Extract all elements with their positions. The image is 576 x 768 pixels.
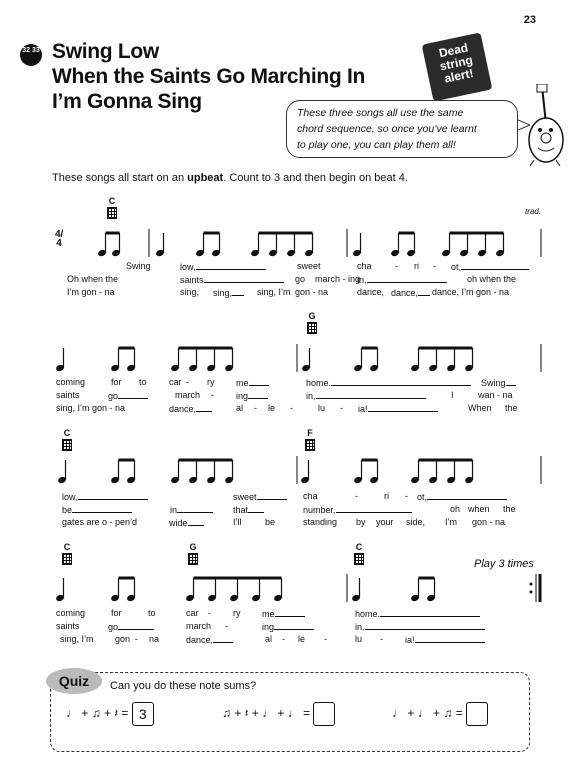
chord-name: C bbox=[108, 196, 116, 206]
lyric-word bbox=[213, 287, 244, 298]
lyric-word: go bbox=[108, 622, 119, 632]
crotchet-icon: ♩ bbox=[417, 706, 430, 721]
lyric-word bbox=[306, 377, 471, 388]
lyric-word: ri bbox=[414, 261, 419, 271]
lyric-word: - bbox=[290, 403, 293, 413]
chord-name: G bbox=[308, 311, 316, 321]
chord-diagram bbox=[186, 542, 200, 565]
lyric-word: march bbox=[175, 390, 201, 400]
lyric-word: side, bbox=[406, 517, 426, 527]
lyric-word: I’ll bbox=[233, 517, 242, 527]
chord-diagram bbox=[303, 428, 317, 451]
chord-grid-icon bbox=[62, 553, 72, 565]
lyric-word: ri bbox=[384, 491, 389, 501]
repeat-dot bbox=[530, 583, 533, 586]
lyric-word: to bbox=[148, 608, 156, 618]
lyric-word: sing, I’m bbox=[257, 287, 291, 297]
quavers-icon: ♫ bbox=[222, 706, 231, 721]
chord-name: C bbox=[355, 542, 363, 552]
lyric-word: gon - na bbox=[472, 517, 506, 527]
lyric-word: gon - na bbox=[295, 287, 329, 297]
lyric-word: the bbox=[503, 504, 516, 514]
lyric-word: When bbox=[468, 403, 492, 413]
song-title-1: Swing Low bbox=[52, 40, 159, 63]
lyric-word: in bbox=[170, 505, 178, 515]
note-sum-1: ♩ + ♫ + 𝄽 = 3 bbox=[66, 702, 154, 726]
lyric-word: ot, bbox=[451, 262, 462, 272]
credit: trad. bbox=[525, 207, 542, 216]
lyric-word: - bbox=[225, 621, 228, 631]
lyric-word: I’m gon - na bbox=[67, 287, 115, 297]
time-signature bbox=[55, 230, 63, 248]
lyric-word bbox=[262, 608, 305, 619]
lyric-word bbox=[233, 504, 264, 515]
sum-1-answer[interactable]: 3 bbox=[132, 702, 154, 726]
lyric-word: gon bbox=[115, 634, 131, 644]
intro-bold: upbeat bbox=[187, 172, 224, 184]
dead-string-sticker: Dead string alert! bbox=[422, 32, 493, 101]
lyric-word: be bbox=[265, 517, 276, 527]
lyric-word bbox=[303, 504, 412, 515]
lyric-word: al bbox=[236, 403, 244, 413]
lyric-word: cha bbox=[303, 491, 318, 501]
lyric-word: ing bbox=[236, 391, 249, 401]
sum-3-answer[interactable] bbox=[466, 702, 488, 726]
crotchet-icon: ♩ bbox=[262, 706, 275, 721]
crotchet-rest-icon: 𝄽 bbox=[244, 706, 249, 721]
lyric-word: home. bbox=[355, 609, 381, 619]
lyric-word: Swing bbox=[481, 378, 506, 388]
lyric-word: na bbox=[149, 634, 160, 644]
lyric-word bbox=[186, 634, 233, 645]
chord-diagram bbox=[60, 542, 74, 565]
lyric-word: car bbox=[169, 377, 182, 387]
lyric-word bbox=[180, 274, 284, 285]
track-badge: 32 33 bbox=[20, 44, 42, 66]
page-number: 23 bbox=[523, 14, 536, 26]
lyric-word: car bbox=[186, 608, 199, 618]
chord-grid-icon bbox=[107, 207, 117, 219]
lyric-word: - bbox=[208, 608, 211, 618]
lyric-word: me bbox=[262, 609, 275, 619]
play-times-label: Play 3 times bbox=[474, 558, 534, 570]
lyric-word: dance, bbox=[169, 404, 197, 414]
lyric-word bbox=[233, 491, 287, 502]
lyric-word: saints bbox=[56, 621, 80, 631]
lyric-word: standing bbox=[303, 517, 338, 527]
crotchet-icon: ♩ bbox=[66, 706, 78, 721]
lyric-word: le bbox=[268, 403, 276, 413]
lyric-word bbox=[236, 390, 268, 401]
intro-text-b: . Count to 3 and then begin on beat 4. bbox=[223, 172, 408, 184]
lyric-word: march bbox=[186, 621, 212, 631]
chord-name: C bbox=[63, 428, 71, 438]
lyric-word bbox=[180, 261, 266, 272]
lyric-word: low, bbox=[62, 492, 78, 502]
bubble-line: to play one, you can play them all! bbox=[297, 139, 456, 151]
lyric-word bbox=[405, 634, 485, 645]
crotchet-icon: ♩ bbox=[287, 706, 300, 721]
lyric-word: sweet bbox=[233, 492, 257, 502]
lyric-word: I bbox=[451, 390, 454, 400]
chord-diagram bbox=[352, 542, 366, 565]
lyric-word: lu bbox=[355, 634, 363, 644]
lyric-word bbox=[355, 608, 480, 619]
lyric-word: ing bbox=[262, 622, 275, 632]
chord-grid-icon bbox=[354, 553, 364, 565]
lyric-word: - bbox=[355, 491, 358, 501]
lyric-word bbox=[62, 491, 148, 502]
chord-grid-icon bbox=[305, 439, 315, 451]
lyric-word: dance, bbox=[357, 287, 385, 297]
lyric-word bbox=[481, 377, 516, 388]
lyric-word: - bbox=[405, 491, 408, 501]
lyric-word: when bbox=[468, 504, 490, 514]
lyric-word: ry bbox=[207, 377, 215, 387]
crotchet-rest-icon: 𝄽 bbox=[114, 706, 119, 721]
quavers-icon: ♫ bbox=[91, 706, 101, 721]
lyric-word: - bbox=[395, 261, 398, 271]
lyric-word bbox=[391, 287, 430, 298]
lyric-word: dance, I’m gon - na bbox=[432, 287, 510, 297]
lyric-word: saints bbox=[56, 390, 80, 400]
lyric-word: - bbox=[186, 377, 189, 387]
lyric-word: sing, I’m gon - na bbox=[56, 403, 126, 413]
song-title-2: When the Saints Go Marching In bbox=[52, 65, 366, 88]
lyric-word bbox=[108, 621, 154, 632]
lyric-word: oh bbox=[450, 504, 461, 514]
lyric-word: Swing bbox=[126, 261, 151, 271]
lyric-word: go bbox=[108, 391, 119, 401]
lyric-word: for bbox=[111, 377, 122, 387]
lyric-word bbox=[170, 504, 213, 515]
lyric-word: in, bbox=[306, 391, 316, 401]
lyric-word: Oh when the bbox=[67, 274, 119, 284]
lyric-word: sweet bbox=[297, 261, 321, 271]
lyric-word: ia! bbox=[358, 404, 368, 414]
chord-diagram bbox=[305, 311, 319, 334]
chord-grid-icon bbox=[62, 439, 72, 451]
lyric-word: sing, bbox=[213, 288, 233, 298]
chord-name: F bbox=[307, 428, 313, 438]
lyric-word bbox=[358, 403, 438, 414]
quiz-question: Can you do these note sums? bbox=[110, 680, 257, 692]
lyric-word: in, bbox=[357, 275, 367, 285]
lyric-word: go bbox=[295, 274, 306, 284]
intro-text-a: These songs all start on an bbox=[52, 172, 188, 184]
lyric-word: be bbox=[62, 505, 73, 515]
lyric-word: coming bbox=[56, 608, 86, 618]
lyric-word: the bbox=[505, 403, 518, 413]
lyric-word: - bbox=[211, 390, 214, 400]
lyric-word: al bbox=[265, 634, 273, 644]
lyric-word: oh when the bbox=[467, 274, 517, 284]
lyric-word: I’m bbox=[445, 517, 457, 527]
quavers-icon: ♫ bbox=[443, 706, 453, 721]
chord-grid-icon bbox=[188, 553, 198, 565]
song-title-3: I’m Gonna Sing bbox=[52, 90, 202, 113]
lyric-word bbox=[262, 621, 314, 632]
lyric-word bbox=[169, 517, 204, 528]
bubble-line: These three songs all use the same bbox=[297, 107, 464, 119]
chord-diagram bbox=[60, 428, 74, 451]
sum-2-answer[interactable] bbox=[313, 702, 335, 726]
chord-name: C bbox=[63, 542, 71, 552]
lyric-word: gates are o - pen’d bbox=[62, 517, 138, 527]
crotchet-icon: ♩ bbox=[392, 706, 404, 721]
lyric-word bbox=[169, 403, 212, 414]
lyric-word: - bbox=[433, 261, 436, 271]
lyric-word bbox=[355, 621, 485, 632]
lyric-word: your bbox=[376, 517, 394, 527]
lyric-word bbox=[357, 274, 447, 285]
note-sum-3: ♩ + ♩ + ♫ = bbox=[392, 702, 488, 726]
lyric-word: le bbox=[298, 634, 306, 644]
time-signature-text: 4/4 bbox=[55, 229, 64, 249]
lyric-word: - bbox=[282, 634, 285, 644]
lyric-word bbox=[417, 491, 507, 502]
quiz-badge: Quiz bbox=[46, 668, 102, 694]
chord-name: G bbox=[189, 542, 197, 552]
lyric-word: - bbox=[135, 634, 138, 644]
lyric-word: that bbox=[233, 505, 249, 515]
lyric-word: ia! bbox=[405, 635, 415, 645]
lyric-word: lu bbox=[318, 403, 326, 413]
lyric-word bbox=[236, 377, 269, 388]
lyric-word bbox=[62, 504, 132, 515]
lyric-word: in. bbox=[355, 622, 365, 632]
lyric-word: by bbox=[356, 517, 366, 527]
lyric-word: march - ing bbox=[315, 274, 361, 284]
lyric-word: ot, bbox=[417, 492, 428, 502]
lyric-word: low, bbox=[180, 262, 196, 272]
lyric-word: to bbox=[139, 377, 147, 387]
lyric-word: - bbox=[340, 403, 343, 413]
lyric-word: sing, bbox=[180, 287, 200, 297]
lyric-word: wide bbox=[169, 518, 188, 528]
lyric-word: - bbox=[254, 403, 257, 413]
bubble-line: chord sequence, so once you’ve learnt bbox=[297, 123, 477, 135]
lyric-word bbox=[451, 261, 529, 272]
lyric-word: dance, bbox=[186, 635, 214, 645]
chord-grid-icon bbox=[307, 322, 317, 334]
lyric-word: wan - na bbox=[478, 390, 513, 400]
lyric-word: sing, I’m bbox=[60, 634, 94, 644]
lyric-word: - bbox=[380, 634, 383, 644]
lyric-word: coming bbox=[56, 377, 86, 387]
lyric-word: saints bbox=[180, 275, 204, 285]
lyric-word bbox=[108, 390, 148, 401]
chord-diagram bbox=[105, 196, 119, 219]
lyric-word: number, bbox=[303, 505, 336, 515]
lyric-word: home. bbox=[306, 378, 332, 388]
lyric-word: me bbox=[236, 378, 249, 388]
lyric-word bbox=[306, 390, 426, 401]
lyric-word: for bbox=[111, 608, 122, 618]
lyric-word: dance, bbox=[391, 288, 419, 298]
note-sum-2: ♫ + 𝄽 + ♩ + ♩ = bbox=[222, 702, 335, 726]
lyric-word: ry bbox=[233, 608, 241, 618]
lyric-word: - bbox=[324, 634, 327, 644]
lyric-word: cha bbox=[357, 261, 372, 271]
repeat-dot bbox=[530, 591, 533, 594]
